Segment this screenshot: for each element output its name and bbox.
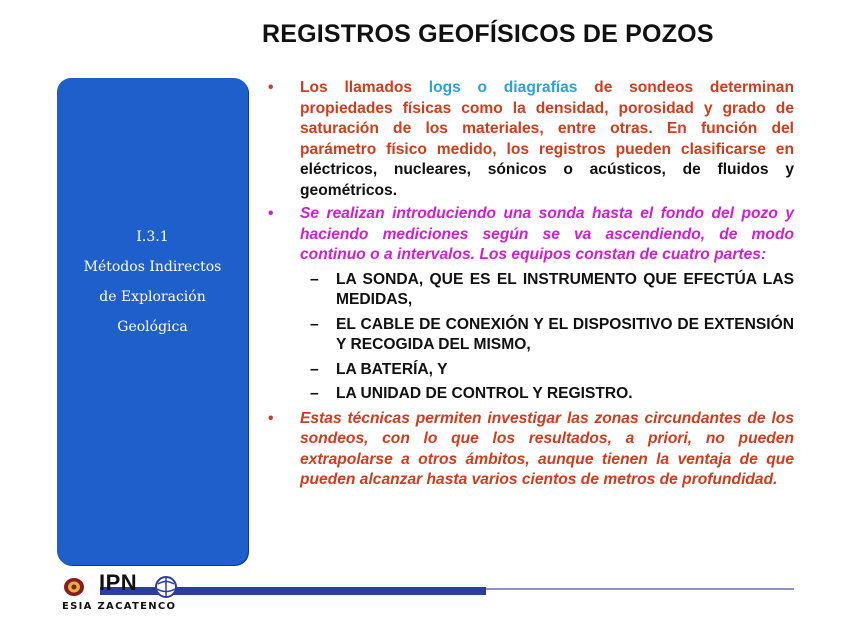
bullet-icon: • bbox=[268, 409, 274, 427]
footer-divider bbox=[486, 588, 794, 590]
topic-line-3: de Exploración bbox=[99, 288, 206, 305]
dash-icon: – bbox=[310, 360, 319, 378]
bullet-icon: • bbox=[268, 79, 274, 96]
bullet-logs-text-2: de sondeos determinan propiedades físicas como la densidad, porosidad y grado de saturación de los materiales, entre otras. En función del parámetro físico medido, los registros pueden clasificarse en bbox=[300, 79, 794, 158]
topic-box bbox=[57, 78, 248, 565]
dash-icon: – bbox=[310, 385, 319, 402]
dash-icon: – bbox=[310, 270, 319, 288]
list-item: – LA BATERÍA, Y bbox=[262, 360, 794, 381]
slide-content bbox=[262, 78, 794, 491]
bullet-logs-types: eléctricos, nucleares, sónicos o acústicos, de fluidos y geométricos. bbox=[300, 161, 794, 199]
esia-emblem-icon bbox=[63, 577, 85, 597]
bullet-limitations-text: Estas técnicas permiten investigar las zonas circundantes de los sondeos, con lo que los resultados, a priori, no pueden extrapolarse a otros ámbitos, aunque tienen la ventaja de que pueden alcanzar hasta varios cientos de metros de profundidad. bbox=[300, 409, 794, 488]
bullet-logs-highlight: logs o diagrafías bbox=[428, 79, 578, 96]
bullet-limitations bbox=[262, 409, 794, 491]
list-item: – LA UNIDAD DE CONTROL Y REGISTRO. bbox=[262, 384, 794, 405]
globe-icon bbox=[154, 576, 178, 598]
list-item: – EL CABLE DE CONEXIÓN Y EL DISPOSITIVO DE EXTENSIÓN Y RECOGIDA DEL MISMO, bbox=[310, 315, 794, 353]
ipn-logo-text: IPN bbox=[99, 570, 138, 595]
bullet-logs-text-1: Los llamados bbox=[300, 79, 429, 96]
equipment-parts-list bbox=[262, 270, 794, 405]
bullet-procedure-text: Se realizan introduciendo una sonda hasta el fondo del pozo y haciendo mediciones según se va ascendiendo, de modo continuo o a intervalos. Los equipos constan de cuatro partes: bbox=[300, 205, 794, 263]
topic-text bbox=[84, 222, 222, 342]
topic-number: I.3.1 bbox=[136, 228, 169, 245]
bullet-logs bbox=[262, 78, 794, 201]
list-item: – LA SONDA, QUE ES EL INSTRUMENTO QUE EFECTÚA LAS MEDIDAS, bbox=[310, 270, 794, 308]
slide-title: REGISTROS GEOFÍSICOS DE POZOS bbox=[262, 20, 714, 48]
dash-icon: – bbox=[310, 315, 319, 333]
bullet-icon: • bbox=[268, 205, 274, 222]
school-name: ESIA ZACATENCO bbox=[62, 601, 177, 612]
topic-line-4: Geológica bbox=[117, 318, 188, 335]
bullet-procedure bbox=[262, 204, 794, 266]
topic-line-2: Métodos Indirectos bbox=[83, 258, 222, 275]
